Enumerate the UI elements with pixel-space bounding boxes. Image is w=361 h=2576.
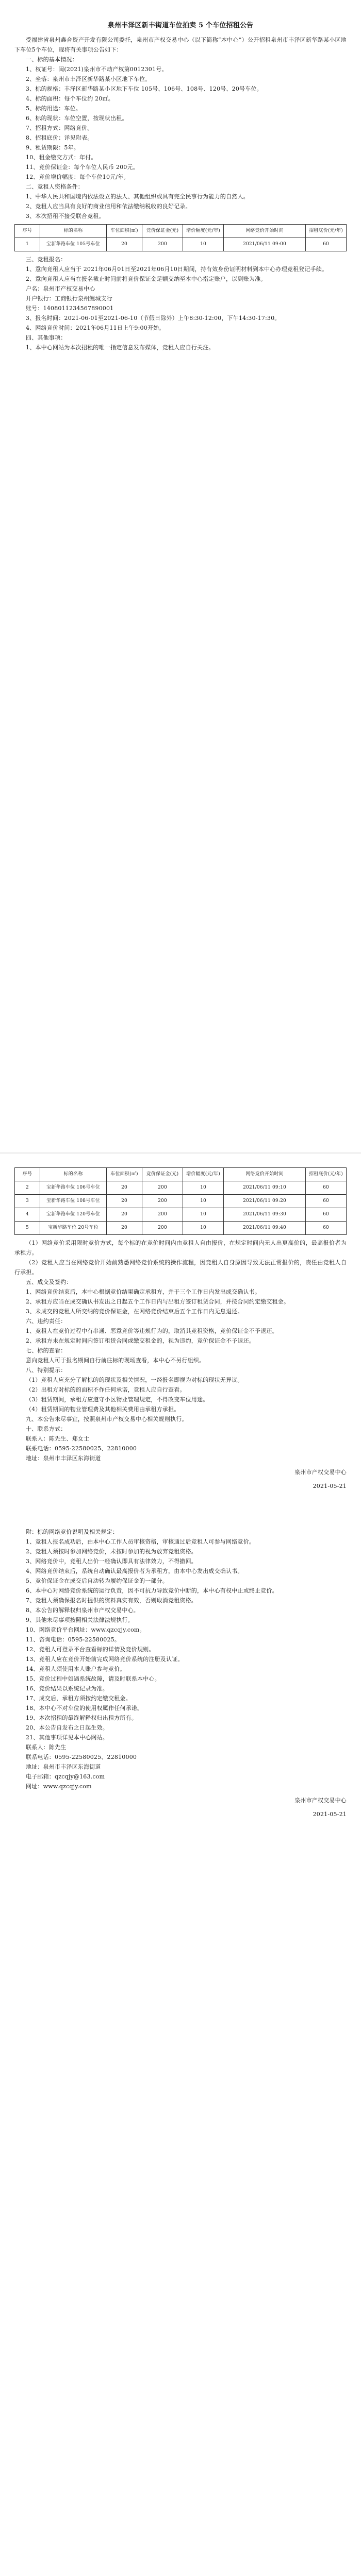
paragraph: 1、本中心网站为本次招租的唯一指定信息发布媒体，竞租人应自行关注。: [26, 344, 215, 351]
paragraph: 7、招租方式：网络竞价。: [26, 125, 93, 131]
table-row: [15, 1181, 347, 1195]
table-cell: 200: [142, 1222, 183, 1235]
paragraph: 十、联系方式：: [26, 1426, 67, 1432]
table-cell: 10: [183, 1195, 224, 1208]
paragraph: 21、其他事项详见本中心网站。: [26, 1734, 108, 1741]
paragraph: 九、本公告未尽事宜，按照泉州市产权交易中心相关规则执行。: [26, 1416, 188, 1422]
table-cell: 20: [107, 1181, 142, 1195]
paragraph: 13、竞租人应在竞价开始前完成网络竞价系统的注册及认证。: [26, 1656, 184, 1663]
paragraph: 附：标的网络竞价说明及相关规定：: [26, 1529, 119, 1535]
table-header-cell: 招租底价(元/年): [306, 1168, 347, 1181]
table-2-wrap: [14, 1167, 347, 1235]
table-cell: 宝新华路车位 108号车位: [40, 1195, 107, 1208]
table-cell: 20: [107, 238, 142, 251]
table-header-cell: 竞价保证金(元): [142, 225, 183, 238]
table-cell: 200: [142, 1181, 183, 1195]
paragraph: 1、竞租人在竞价过程中有串通、恶意竞价等违规行为的，取消其竞租资格，竞价保证金不予退还。: [26, 1328, 278, 1334]
table-row: [15, 238, 347, 251]
table-cell: 宝新华路车位 120号车位: [40, 1208, 107, 1222]
paragraph: 8、招租底价：详见附表。: [26, 134, 93, 141]
table-row: [15, 1195, 347, 1208]
paragraph: 2、竞租人应当具有良好的商业信用和依法缴纳税收的良好记录。: [26, 203, 191, 210]
page1-content: [14, 20, 347, 352]
table-cell: 20: [107, 1208, 142, 1222]
paragraph: 17、成交后，承租方须按约定缴交租金。: [26, 1695, 132, 1702]
table-header-row: [15, 225, 347, 238]
table-cell: 宝新华路车位 20号车位: [40, 1222, 107, 1235]
paragraph: 10、租金缴交方式：年付。: [26, 154, 97, 161]
paragraph: 联系人：陈先生: [26, 1744, 67, 1751]
table-header-cell: 标的名称: [40, 225, 107, 238]
paragraph: 7、竞租人须确保报名时提供的资料真实有效，否则取消竞租资格。: [26, 1597, 197, 1604]
table-row: [15, 1208, 347, 1222]
document-page-1: [0, 0, 361, 1154]
paragraph: 3、未成交的竞租人所交纳的竞价保证金，在网络竞价结束后五个工作日内无息退还。: [26, 1308, 243, 1315]
table-cell: 10: [183, 1208, 224, 1222]
paragraph: 电子邮箱：qzcqjy@163.com: [26, 1773, 105, 1780]
paragraph: 三、竞租报名：: [26, 256, 67, 263]
paragraph: 6、标的现状：车位空置，按现状出租。: [26, 115, 128, 122]
paragraph: 4、标的面积：每个车位约 20㎡。: [26, 95, 114, 102]
paragraph: 一、标的基本情况：: [26, 56, 78, 63]
paragraph: 9、其他未尽事项按照相关法律法规执行。: [26, 1617, 134, 1623]
paragraph: 二、竞租人资格条件：: [26, 183, 84, 190]
table-cell: 5: [15, 1222, 40, 1235]
page2b-paragraphs: [14, 1527, 347, 1819]
document-page-2: [0, 1154, 361, 2576]
data-table: [14, 224, 347, 251]
table-cell: 宝新华路车位 106号车位: [40, 1181, 107, 1195]
page1-paragraphs: [14, 35, 347, 221]
table-cell: 60: [306, 1181, 347, 1195]
data-table: [14, 1167, 347, 1235]
paragraph: 4、网络竞价时间：2021年06月11日上午9:00开始。: [26, 325, 165, 331]
table-cell: 1: [15, 238, 40, 251]
table-header-cell: 增价幅度(元/年): [183, 225, 224, 238]
table-cell: 60: [306, 1222, 347, 1235]
table-cell: 60: [306, 1195, 347, 1208]
paragraph: 意向竞租人可于报名期间自行前往标的现场查看，本中心不另行组织。: [26, 1357, 205, 1364]
paragraph: 受福建省泉州鑫合资产开发有限公司委托，泉州市产权交易中心（以下简称“本中心”）公开招租泉州市丰泽区新华路某小区地下车位5个车位，现将有关事项公告如下：: [14, 37, 347, 53]
paragraph: 联系人：陈先生、郑女士: [26, 1435, 90, 1442]
paragraph: （4）租赁期间的物业管理费及其他相关费用由承租方承担。: [26, 1406, 180, 1413]
paragraph: 户名：泉州市产权交易中心: [26, 285, 95, 292]
paragraph: 账号：1408011234567890001: [26, 305, 114, 312]
document-title: 泉州丰泽区新丰街道车位拍卖 5 个车位招租公告: [107, 22, 254, 29]
paragraph: 七、标的查看：: [26, 1347, 67, 1354]
paragraph: 八、特别提示：: [26, 1367, 67, 1374]
paragraph: 19、本次招租的最终解释权归出租方所有。: [26, 1715, 137, 1721]
paragraph: 6、本中心对网络竞价系统的运行负责，因不可抗力导致竞价中断的，本中心有权中止或终止竞价。: [26, 1587, 278, 1594]
table-header-cell: 序号: [15, 225, 40, 238]
paragraph: 2、承租方未在规定时间内签订租赁合同或缴交租金的，视为违约，竞价保证金不予退还。: [26, 1337, 255, 1344]
paragraph: 地址：泉州市丰泽区东海街道: [26, 1455, 101, 1462]
table-header-cell: 网络竞价开始时间: [224, 225, 306, 238]
paragraph: 四、其他事项：: [26, 334, 67, 341]
paragraph: 20、本公告自发布之日起生效。: [26, 1724, 108, 1731]
table-cell: 10: [183, 1181, 224, 1195]
paragraph: 开户银行：工商银行泉州鲤城支行: [26, 295, 112, 302]
paragraph: 地址：泉州市丰泽区东海街道: [26, 1764, 101, 1770]
table-header-cell: 车位面积(㎡): [107, 1168, 142, 1181]
paragraph: 3、标的规格：丰泽区新华路某小区地下车位 105号、106号、108号、120号、20号车位。: [26, 86, 262, 92]
table-header-cell: 网络竞价开始时间: [224, 1168, 306, 1181]
table-header-cell: 标的名称: [40, 1168, 107, 1181]
table-cell: 2021/06/11 09:10: [224, 1181, 306, 1195]
table-header-cell: 招租底价(元/年): [306, 225, 347, 238]
paragraph: 泉州市产权交易中心: [294, 1469, 347, 1476]
paragraph: 14、竞租人须使用本人账户参与竞价。: [26, 1666, 126, 1672]
paragraph: （3）租赁期间，承租方应遵守小区物业管理规定，不得改变车位用途。: [26, 1396, 209, 1403]
paragraph: 1、权证号：闽(2021)泉州市不动产权第0012301号。: [26, 66, 168, 73]
table-cell: 4: [15, 1208, 40, 1222]
paragraph: 1、竞租人报名成功后，由本中心工作人员审核资格，审核通过后竞租人可参与网络竞价。: [26, 1538, 255, 1545]
table-cell: 60: [306, 1208, 347, 1222]
paragraph: （1）网络竞价采用限时竞价方式，每个标的在竞价时间内由竞租人自由报价，在规定时间内无人出更高价的，最高报价者为承租方。: [14, 1240, 347, 1256]
paragraph: 3、本次招租不接受联合竞租。: [26, 213, 105, 219]
paragraph: 4、网络竞价结束后，系统自动确认最高报价者为承租方，由本中心发出成交确认书。: [26, 1568, 243, 1574]
paragraph: 16、竞价结果以系统记录为准。: [26, 1685, 108, 1692]
table-cell: 2021/06/11 09:00: [224, 238, 306, 251]
table-cell: 200: [142, 1195, 183, 1208]
paragraph: 12、竞价增价幅度：每个车位10元/年。: [26, 174, 129, 180]
page1b-paragraphs: [14, 255, 347, 352]
paragraph: 2、坐落：泉州市丰泽区新华路某小区地下车位。: [26, 76, 151, 82]
table-row: [15, 1222, 347, 1235]
table-cell: 2: [15, 1181, 40, 1195]
table-cell: 2021/06/11 09:20: [224, 1195, 306, 1208]
paragraph: 18、本中心不对车位的使用权属作任何承诺。: [26, 1705, 143, 1711]
table-cell: 20: [107, 1222, 142, 1235]
paragraph: 1、中华人民共和国境内依法设立的法人、其他组织或具有完全民事行为能力的自然人。: [26, 193, 249, 200]
paragraph: 2021-05-21: [313, 1483, 347, 1489]
paragraph: （2）竞租人应当在网络竞价开始前熟悉网络竞价系统的操作流程，因竞租人自身原因导致无法正常报价的，责任由竞租人自行承担。: [14, 1259, 347, 1276]
paragraph: 2021-05-21: [313, 1811, 347, 1818]
table-cell: 宝新华路车位 105号车位: [40, 238, 107, 251]
table-1-wrap: [14, 224, 347, 251]
paragraph: 2、承租方应当在成交确认书发出之日起五个工作日内与出租方签订租赁合同，并按合同约定缴交租金。: [26, 1298, 290, 1305]
paragraph: 3、报名时间：2021-06-01至2021-06-10（节假日除外）上午8:30-12:00，下午14:30-17:30。: [26, 315, 281, 321]
table-cell: 2021/06/11 09:30: [224, 1208, 306, 1222]
paragraph: 2、意向竞租人应当在报名截止时间前将竞价保证金足额交纳至本中心指定账户，以到账为准。: [26, 276, 267, 282]
paragraph: 11、竞价保证金：每个车位人民币 200元。: [26, 164, 139, 171]
paragraph: 1、网络竞价结束后，本中心根据竞价结果确定承租方，并于三个工作日内发出成交确认书。: [26, 1289, 261, 1295]
paragraph: （1）竞租人应充分了解标的的现状及相关情况，一经报名即视为对标的现状无异议。: [26, 1377, 243, 1383]
paragraph: 六、违约责任：: [26, 1318, 67, 1325]
paragraph: 网址：www.qzcqjy.com: [26, 1783, 92, 1790]
paragraph: 12、竞租人可登录平台查看标的详情及竞价规则。: [26, 1646, 155, 1653]
table-cell: 200: [142, 238, 183, 251]
paragraph: 泉州市产权交易中心: [294, 1797, 347, 1804]
table-cell: 20: [107, 1195, 142, 1208]
table-cell: 10: [183, 1222, 224, 1235]
paragraph: 5、竞价保证金在成交后自动转为履约保证金的一部分。: [26, 1578, 168, 1584]
paragraph: 15、竞价过程中如遇系统故障，请及时联系本中心。: [26, 1675, 160, 1682]
paragraph: 2、竞租人须按时参加网络竞价，未按时参加的视为放弃竞租资格。: [26, 1548, 197, 1555]
table-header-row: [15, 1168, 347, 1181]
table-header-cell: 增价幅度(元/年): [183, 1168, 224, 1181]
table-cell: 2021/06/11 09:40: [224, 1222, 306, 1235]
paragraph: 1、意向竞租人应当于 2021年06月01日至2021年06月10日期间，持有效身份证明材料到本中心办理竞租登记手续。: [26, 266, 328, 273]
paragraph: 5、标的用途：车位。: [26, 105, 81, 112]
paragraph: 五、成交及签约：: [26, 1279, 72, 1285]
table-cell: 60: [306, 238, 347, 251]
table-cell: 3: [15, 1195, 40, 1208]
table-cell: 200: [142, 1208, 183, 1222]
paragraph: 8、本公告的解释权归泉州市产权交易中心。: [26, 1607, 139, 1614]
table-cell: 10: [183, 238, 224, 251]
paragraph: 10、网络竞价平台网址：www.qzcqjy.com。: [26, 1626, 145, 1633]
paragraph: 联系电话：0595-22580025、22810000: [26, 1445, 137, 1452]
page2-content: [14, 1164, 347, 1819]
table-header-cell: 序号: [15, 1168, 40, 1181]
paragraph: 3、网络竞价中，竞租人出价一经确认即具有法律效力，不得撤回。: [26, 1558, 197, 1565]
table-header-cell: 车位面积(㎡): [107, 225, 142, 238]
table-header-cell: 竞价保证金(元): [142, 1168, 183, 1181]
paragraph: 11、咨询电话：0595-22580025。: [26, 1636, 121, 1643]
paragraph: 联系电话：0595-22580025、22810000: [26, 1754, 137, 1760]
page2-paragraphs: [14, 1238, 347, 1491]
paragraph: （2）出租方对标的的面积不作任何承诺，竞租人应自行查看。: [26, 1386, 186, 1393]
paragraph: 9、租赁期限：5年。: [26, 144, 79, 151]
